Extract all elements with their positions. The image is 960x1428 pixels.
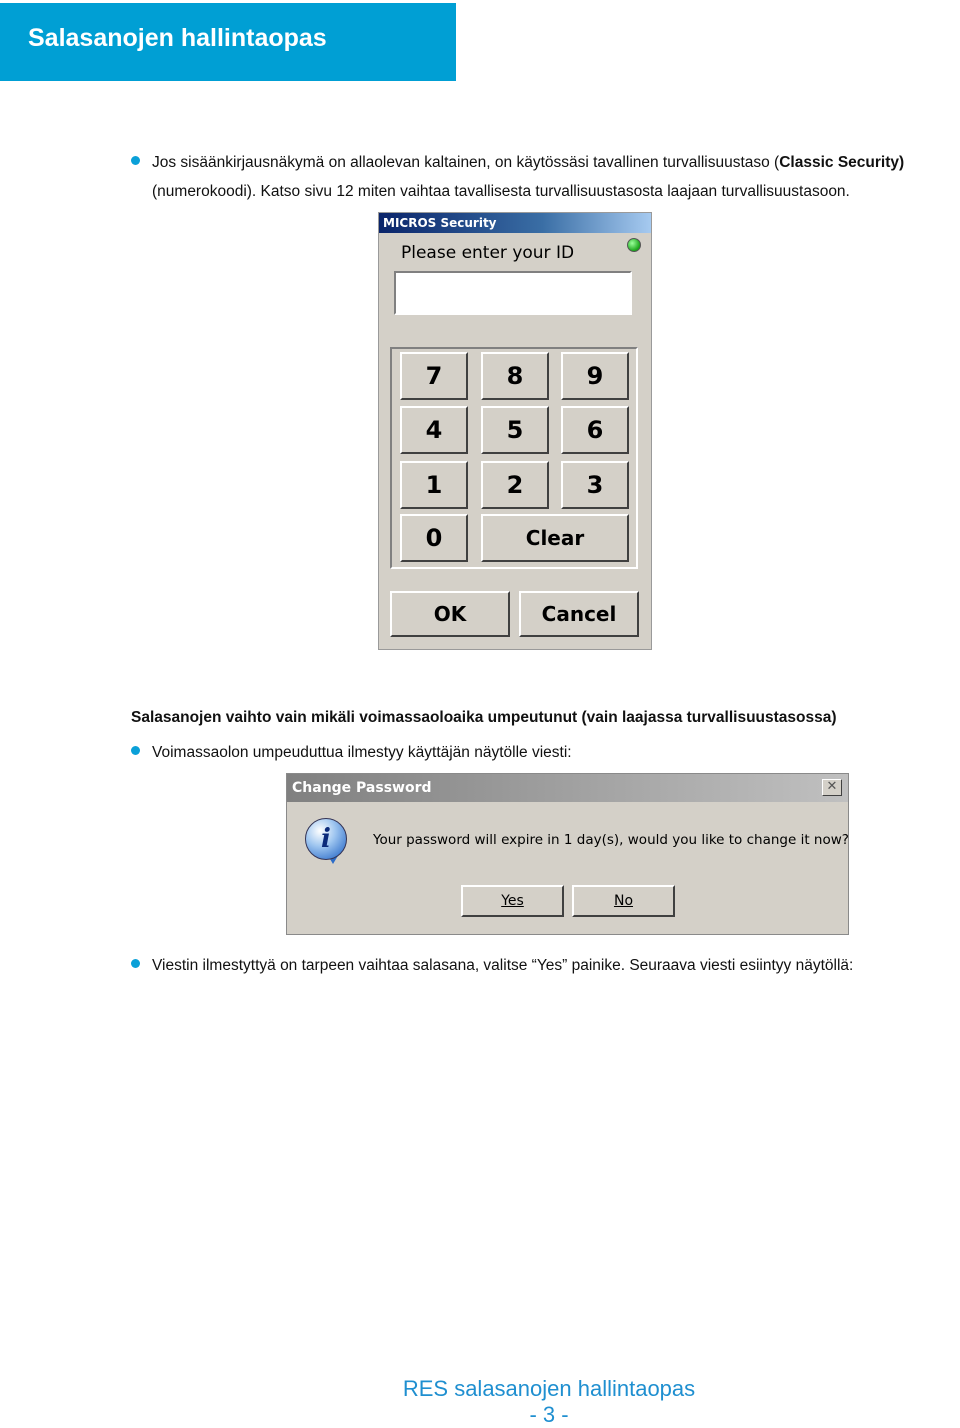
micros-title: MICROS Security [383, 216, 497, 230]
para1-line1 [152, 154, 904, 172]
bullet-icon [131, 746, 140, 755]
change-password-dialog [286, 773, 849, 935]
page-title: Salasanojen hallintaopas [28, 24, 327, 52]
para1-line1-bold: Classic Security) [779, 154, 905, 171]
bullet2-text: Voimassaolon umpeuduttua ilmestyy käyttäjän näytölle viesti: [152, 744, 572, 761]
id-input[interactable] [394, 271, 632, 315]
bullet-icon [131, 959, 140, 968]
info-icon: i [305, 818, 347, 860]
no-button[interactable]: No [572, 885, 675, 917]
footer-title: RES salasanojen hallintaopas [402, 1376, 696, 1401]
section-heading: Salasanojen vaihto vain mikäli voimassaoloaika umpeutunut (vain laajassa turvallisuustasossa) [131, 709, 837, 726]
bullet-icon [131, 156, 140, 165]
key-3[interactable]: 3 [561, 461, 629, 509]
key-4[interactable]: 4 [400, 406, 468, 454]
cancel-button[interactable]: Cancel [519, 591, 639, 637]
id-prompt: Please enter your ID [401, 243, 575, 263]
cp-title: Change Password [292, 780, 432, 796]
key-1[interactable]: 1 [400, 461, 468, 509]
clear-button[interactable]: Clear [481, 514, 629, 562]
yes-button[interactable]: Yes [461, 885, 564, 917]
bullet3-text: Viestin ilmestyttyä on tarpeen vaihtaa salasana, valitse “Yes” painike. Seuraava viesti esiintyy näytöllä: [152, 957, 854, 974]
close-icon[interactable]: ✕ [822, 779, 842, 796]
status-led-icon [627, 238, 641, 252]
key-9[interactable]: 9 [561, 352, 629, 400]
key-0[interactable]: 0 [400, 514, 468, 562]
key-7[interactable]: 7 [400, 352, 468, 400]
key-8[interactable]: 8 [481, 352, 549, 400]
key-5[interactable]: 5 [481, 406, 549, 454]
keypad [390, 347, 638, 569]
para1-line2: (numerokoodi). Katso sivu 12 miten vaihtaa tavallisesta turvallisuustasosta laajaan turvallisuustasoon. [152, 183, 850, 200]
micros-titlebar [379, 213, 651, 233]
micros-security-dialog [378, 212, 652, 650]
cp-titlebar [287, 774, 848, 802]
page-number: - 3 - [529, 1402, 569, 1427]
key-2[interactable]: 2 [481, 461, 549, 509]
cp-message: Your password will expire in 1 day(s), would you like to change it now? [373, 832, 849, 848]
ok-button[interactable]: OK [390, 591, 510, 637]
key-6[interactable]: 6 [561, 406, 629, 454]
para1-line1-text: Jos sisäänkirjausnäkymä on allaolevan kaltainen, on käytössäsi tavallinen turvallisuustaso ( [152, 154, 780, 171]
